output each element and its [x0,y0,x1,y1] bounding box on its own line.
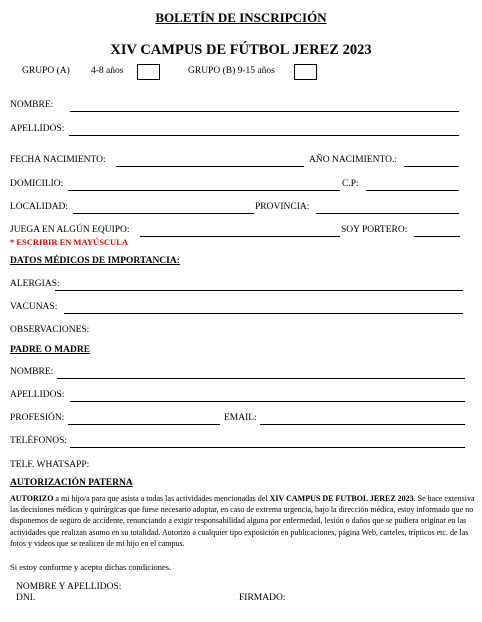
uppercase-note: * ESCRIBIR EN MAYÚSCULA [10,237,128,247]
cp-label: C.P: [342,179,359,189]
signature-firmado-label: FIRMADO: [239,593,286,603]
authorization-event: XIV CAMPUS DE FUTBOL JEREZ 2023 [269,494,414,503]
group-b-checkbox[interactable] [294,64,317,80]
alergias-field[interactable] [55,290,463,291]
equipo-label: JUEGA EN ALGÚN EQUIPO: [10,225,130,235]
equipo-field[interactable] [140,236,340,237]
provincia-label: PROVINCIA: [255,202,310,212]
email-field[interactable] [260,424,465,425]
nombre-label: NOMBRE: [10,100,54,110]
agreement-text: Si estoy conforme y acepto dichas condiciones. [10,562,172,572]
group-a-checkbox[interactable] [137,64,160,80]
domicilio-field[interactable] [68,190,340,191]
authorization-heading: AUTORIZACIÓN PATERNA [10,478,133,488]
apellidos-label: APELLIDOS: [10,124,65,134]
alergias-label: ALERGIAS: [10,279,60,289]
parent-heading: PADRE O MADRE [10,345,91,355]
observaciones-label: OBSERVACIONES: [10,325,90,335]
form-title: BOLETÍN DE INSCRIPCIÓN [155,10,327,25]
parent-apellidos-field[interactable] [70,401,465,402]
group-a-label: GRUPO (A) [22,66,70,76]
fecha-nacimiento-label: FECHA NACIMIENTO: [10,155,106,165]
whatsapp-label: TELF. WHATSAPP: [10,460,90,470]
fecha-nacimiento-field[interactable] [116,166,304,167]
authorization-text [10,493,475,549]
parent-nombre-label: NOMBRE: [10,367,54,377]
profesion-label: PROFESIÓN: [10,413,65,423]
telefonos-field[interactable] [70,447,465,448]
medical-heading: DATOS MÉDICOS DE IMPORTANCIA: [10,256,180,266]
cp-field[interactable] [366,190,459,191]
profesion-field[interactable] [68,424,220,425]
localidad-field[interactable] [73,213,254,214]
parent-apellidos-label: APELLIDOS: [10,390,65,400]
portero-label: SOY PORTERO: [341,225,408,235]
ano-nacimiento-field[interactable] [404,166,459,167]
ano-nacimiento-label: AÑO NACIMIENTO.: [309,155,397,165]
nombre-field[interactable] [70,111,459,112]
authorization-bold-start: AUTORIZO [10,494,54,503]
telefonos-label: TELÉFONOS: [10,436,67,446]
signature-dni-label: DNI. [16,593,36,603]
group-a-ages: 4-8 años [91,66,124,76]
campus-title: XIV CAMPUS DE FÚTBOL JEREZ 2023 [110,42,372,58]
vacunas-field[interactable] [64,313,463,314]
authorization-text-2: . Se hace extensiva las decisiones médicas y quirúrgicas que fuese necesario adoptar, en caso de extrema urgencia, bajo la dirección médica, estoy informado que no disponemos de seguro de accidente, renunciando a exigir responsabilidad alguna por enfermedad, lesión o daños que se pudiera originar en las actividades que realizan asumo en su totalidad. Autorizo a cualquier tipo exposición en publicaciones, página Web, carteles, trípticos etc. de las fotos y videos que se realicen de mi hijo en el campus. [10,494,475,548]
apellidos-field[interactable] [69,135,459,136]
provincia-field[interactable] [316,213,459,214]
authorization-text-1: a mi hijo/a para que asista a todas las actividades mencionadas del [53,494,270,503]
group-b-label: GRUPO (B) 9-15 años [188,66,275,76]
portero-field[interactable] [414,236,460,237]
localidad-label: LOCALIDAD: [10,202,69,212]
vacunas-label: VACUNAS: [10,302,58,312]
signature-name-label: NOMBRE Y APELLIDOS: [16,582,122,592]
parent-nombre-field[interactable] [57,378,465,379]
email-label: EMAIL: [224,413,257,423]
domicilio-label: DOMICILIO: [10,179,64,189]
